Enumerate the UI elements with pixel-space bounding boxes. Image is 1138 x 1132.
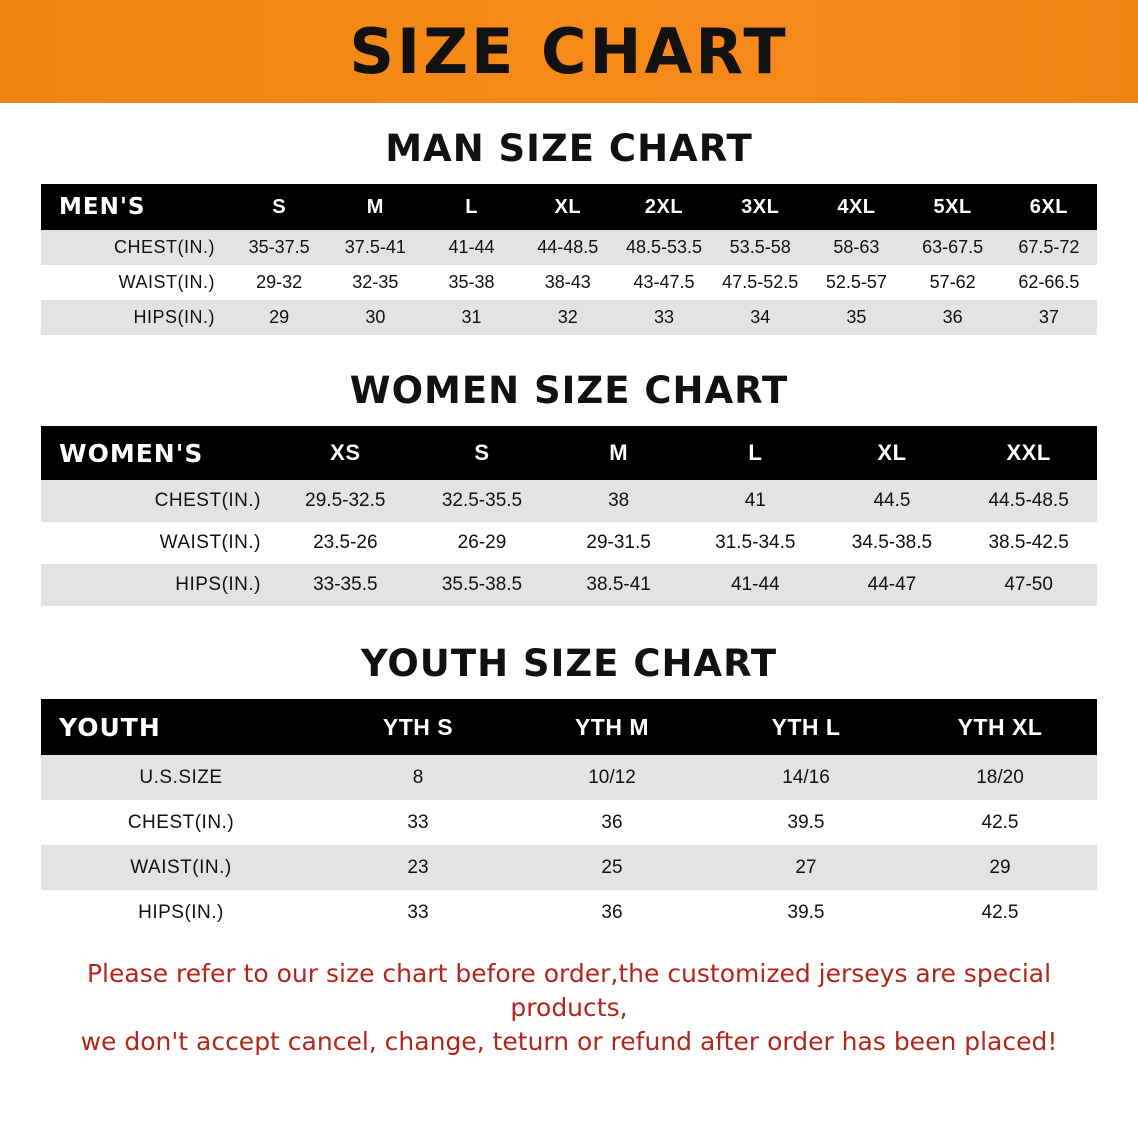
page-title: SIZE CHART — [349, 14, 789, 88]
man-r2c1: 30 — [327, 300, 423, 335]
man-r2c4: 33 — [616, 300, 712, 335]
women-col-5: XXL — [1006, 440, 1051, 465]
table-header-row — [41, 699, 1097, 755]
man-r0c2: 41-44 — [423, 230, 519, 265]
man-col-8: 6XL — [1029, 195, 1068, 218]
women-r2c3: 41-44 — [687, 564, 824, 606]
man-col-1: M — [366, 195, 384, 218]
banner — [0, 0, 1138, 103]
women-table-body — [41, 480, 1097, 606]
man-col-4: 2XL — [644, 195, 684, 218]
youth-col-2: YTH L — [771, 713, 841, 740]
table-row — [41, 564, 1097, 606]
table-header-row — [41, 184, 1097, 230]
women-col-3: L — [748, 440, 763, 465]
women-section-heading: WOMEN SIZE CHART — [349, 369, 789, 412]
women-col-4: XL — [877, 440, 907, 465]
youth-r1c1: 36 — [515, 800, 709, 845]
table-row — [41, 522, 1097, 564]
women-col-2: M — [609, 440, 629, 465]
women-col-0: XS — [330, 440, 361, 465]
man-r1c1: 32-35 — [327, 265, 423, 300]
youth-r0c3: 18/20 — [903, 755, 1097, 800]
note-line-2: we don't accept cancel, change, teturn or refund after order has been placed! — [80, 1026, 1058, 1056]
women-r0c1: 32.5-35.5 — [414, 480, 551, 522]
man-r1c3: 38-43 — [520, 265, 616, 300]
man-row0-label: CHEST(IN.) — [41, 230, 231, 265]
man-row2-label: HIPS(IN.) — [41, 300, 231, 335]
women-r0c5: 44.5-48.5 — [960, 480, 1097, 522]
man-r1c4: 43-47.5 — [616, 265, 712, 300]
man-r0c7: 63-67.5 — [905, 230, 1001, 265]
man-r2c7: 36 — [905, 300, 1001, 335]
table-row — [41, 480, 1097, 522]
youth-r3c3: 42.5 — [903, 890, 1097, 935]
man-col-7: 5XL — [933, 195, 972, 218]
man-col-6: 4XL — [837, 195, 876, 218]
man-r2c5: 34 — [712, 300, 808, 335]
man-col-0: S — [272, 195, 287, 218]
women-r0c2: 38 — [550, 480, 687, 522]
man-r0c3: 44-48.5 — [520, 230, 616, 265]
table-row — [41, 800, 1097, 845]
women-row2-label: HIPS(IN.) — [41, 564, 277, 606]
women-r2c1: 35.5-38.5 — [414, 564, 551, 606]
youth-section-heading: YOUTH SIZE CHART — [360, 642, 778, 685]
man-table-body — [41, 230, 1097, 335]
man-col-2: L — [465, 195, 478, 218]
man-r0c4: 48.5-53.5 — [616, 230, 712, 265]
man-r0c0: 35-37.5 — [231, 230, 327, 265]
youth-r2c1: 25 — [515, 845, 709, 890]
youth-r3c0: 33 — [321, 890, 515, 935]
man-row1-label: WAIST(IN.) — [41, 265, 231, 300]
youth-r3c2: 39.5 — [709, 890, 903, 935]
man-r2c0: 29 — [231, 300, 327, 335]
man-r1c6: 52.5-57 — [808, 265, 904, 300]
youth-col-1: YTH M — [574, 713, 650, 740]
man-r0c5: 53.5-58 — [712, 230, 808, 265]
youth-row3-label: HIPS(IN.) — [41, 890, 321, 935]
youth-r1c2: 39.5 — [709, 800, 903, 845]
youth-col-0: YTH S — [382, 713, 454, 740]
women-size-table — [41, 426, 1097, 606]
women-size-table-wrap — [41, 426, 1097, 606]
youth-table-header — [41, 699, 1097, 755]
order-policy-note — [39, 957, 1099, 1058]
man-r1c0: 29-32 — [231, 265, 327, 300]
man-r1c2: 35-38 — [423, 265, 519, 300]
table-row — [41, 755, 1097, 800]
youth-corner-label: YOUTH — [59, 712, 161, 742]
youth-size-table-wrap — [41, 699, 1097, 935]
women-r0c0: 29.5-32.5 — [277, 480, 414, 522]
women-row0-label: CHEST(IN.) — [41, 480, 277, 522]
women-r1c1: 26-29 — [414, 522, 551, 564]
women-r2c4: 44-47 — [824, 564, 961, 606]
man-r1c5: 47.5-52.5 — [712, 265, 808, 300]
women-r0c3: 41 — [687, 480, 824, 522]
women-r2c5: 47-50 — [960, 564, 1097, 606]
table-row — [41, 890, 1097, 935]
man-r2c6: 35 — [808, 300, 904, 335]
women-r1c2: 29-31.5 — [550, 522, 687, 564]
youth-r2c0: 23 — [321, 845, 515, 890]
table-row — [41, 845, 1097, 890]
man-size-table — [41, 184, 1097, 335]
man-corner-label: MEN'S — [59, 194, 146, 220]
women-r1c0: 23.5-26 — [277, 522, 414, 564]
youth-r0c2: 14/16 — [709, 755, 903, 800]
youth-row2-label: WAIST(IN.) — [41, 845, 321, 890]
youth-r0c0: 8 — [321, 755, 515, 800]
man-table-header — [41, 184, 1097, 230]
youth-r1c3: 42.5 — [903, 800, 1097, 845]
women-r2c2: 38.5-41 — [550, 564, 687, 606]
man-col-5: 3XL — [741, 195, 780, 218]
man-r1c8: 62-66.5 — [1001, 265, 1097, 300]
women-corner-label: WOMEN'S — [59, 438, 204, 468]
women-r1c3: 31.5-34.5 — [687, 522, 824, 564]
table-row — [41, 300, 1097, 335]
youth-r0c1: 10/12 — [515, 755, 709, 800]
youth-row1-label: CHEST(IN.) — [41, 800, 321, 845]
note-line-1: Please refer to our size chart before order,the customized jerseys are special products, — [86, 959, 1052, 1022]
man-r0c6: 58-63 — [808, 230, 904, 265]
man-r0c8: 67.5-72 — [1001, 230, 1097, 265]
women-r1c5: 38.5-42.5 — [960, 522, 1097, 564]
youth-col-3: YTH XL — [957, 713, 1043, 740]
man-size-table-wrap — [41, 184, 1097, 335]
man-r2c8: 37 — [1001, 300, 1097, 335]
table-row — [41, 230, 1097, 265]
youth-table-body — [41, 755, 1097, 935]
youth-r3c1: 36 — [515, 890, 709, 935]
women-r0c4: 44.5 — [824, 480, 961, 522]
youth-row0-label: U.S.SIZE — [41, 755, 321, 800]
man-r2c2: 31 — [423, 300, 519, 335]
man-r2c3: 32 — [520, 300, 616, 335]
table-header-row — [41, 426, 1097, 480]
women-table-header — [41, 426, 1097, 480]
table-row — [41, 265, 1097, 300]
women-r1c4: 34.5-38.5 — [824, 522, 961, 564]
youth-size-table — [41, 699, 1097, 935]
man-col-3: XL — [554, 195, 582, 218]
women-col-1: S — [474, 440, 490, 465]
women-row1-label: WAIST(IN.) — [41, 522, 277, 564]
man-r0c1: 37.5-41 — [327, 230, 423, 265]
man-r1c7: 57-62 — [905, 265, 1001, 300]
youth-r2c2: 27 — [709, 845, 903, 890]
youth-r2c3: 29 — [903, 845, 1097, 890]
women-r2c0: 33-35.5 — [277, 564, 414, 606]
man-section-heading: MAN SIZE CHART — [385, 127, 753, 170]
youth-r1c0: 33 — [321, 800, 515, 845]
